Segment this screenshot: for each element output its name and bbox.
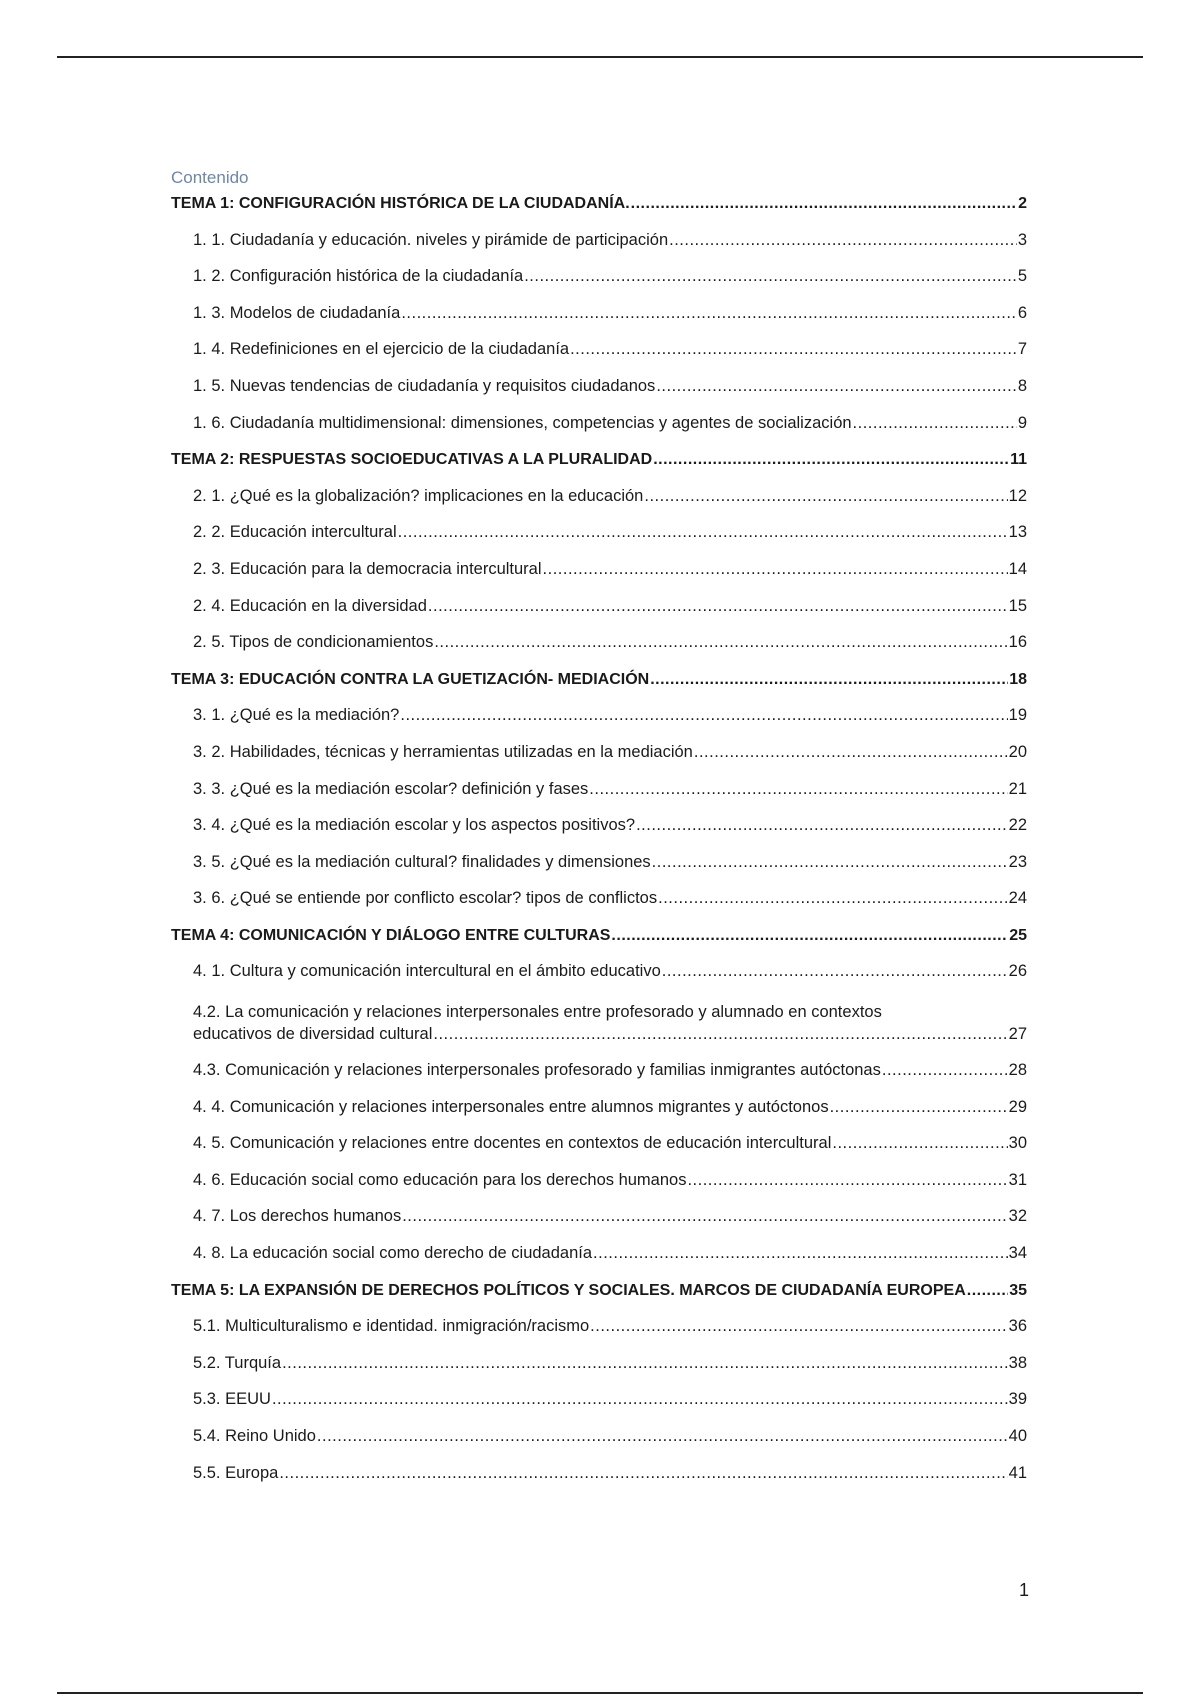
toc-entry-section[interactable] bbox=[171, 487, 1027, 524]
dot-leader bbox=[644, 487, 1007, 506]
toc-entry-page-number: 41 bbox=[1008, 1463, 1027, 1482]
toc-entry-section[interactable] bbox=[171, 523, 1027, 560]
toc-entry-page-number: 40 bbox=[1008, 1427, 1027, 1445]
toc-entry-page-number: 12 bbox=[1008, 486, 1027, 505]
toc-entry-tema[interactable] bbox=[171, 670, 1027, 707]
toc-entry-section[interactable] bbox=[171, 1134, 1027, 1171]
toc-entry-section[interactable] bbox=[171, 816, 1027, 853]
toc-entry-label: TEMA 4: COMUNICACIÓN Y DIÁLOGO ENTRE CULTURAS bbox=[171, 926, 611, 944]
footer-rule bbox=[57, 1692, 1143, 1694]
dot-leader bbox=[570, 340, 1017, 359]
toc-entry-label: TEMA 5: LA EXPANSIÓN DE DERECHOS POLÍTICOS Y SOCIALES. MARCOS DE CIUDADANÍA EUROPEA bbox=[171, 1281, 966, 1299]
toc-entry-page-number: 19 bbox=[1008, 706, 1027, 725]
toc-entry-label: 4. 8. La educación social como derecho de ciudadanía bbox=[193, 1244, 593, 1263]
toc-entry-label-line1: 4.2. La comunicación y relaciones interpersonales entre profesorado y alumnado en contextos bbox=[193, 1003, 882, 1022]
toc-entry-page-number: 27 bbox=[1008, 1025, 1027, 1044]
toc-entry-section[interactable] bbox=[171, 633, 1027, 670]
toc-entry-label: 2. 1. ¿Qué es la globalización? implicaciones en la educación bbox=[193, 486, 644, 505]
toc-entry-page-number: 16 bbox=[1008, 633, 1027, 652]
toc-entry-label: 4. 5. Comunicación y relaciones entre docentes en contextos de educación intercultural bbox=[193, 1134, 832, 1153]
toc-entry-label: 3. 2. Habilidades, técnicas y herramientas utilizadas en la mediación bbox=[193, 742, 693, 761]
toc-entry-tema[interactable] bbox=[171, 1281, 1027, 1318]
toc-entry-label: 1. 1. Ciudadanía y educación. niveles y pirámide de participación bbox=[193, 230, 669, 249]
toc-entry-label: 5.5. Europa bbox=[193, 1463, 279, 1482]
dot-leader bbox=[882, 1061, 1008, 1080]
toc-entry-label: 2. 2. Educación intercultural bbox=[193, 523, 397, 542]
toc-entry-page-number: 20 bbox=[1008, 742, 1027, 761]
dot-leader bbox=[401, 304, 1016, 323]
dot-leader bbox=[650, 670, 1008, 689]
toc-entry-page-number: 8 bbox=[1017, 376, 1027, 395]
toc-entry-page-number: 21 bbox=[1008, 779, 1027, 798]
toc-entry-page-number: 6 bbox=[1017, 303, 1027, 322]
toc-entry-section[interactable] bbox=[171, 340, 1027, 377]
header-rule bbox=[57, 56, 1143, 58]
dot-leader bbox=[658, 889, 1008, 908]
toc-entry-section[interactable] bbox=[171, 889, 1027, 926]
dot-leader bbox=[830, 1098, 1008, 1117]
toc-entry-page-number: 3 bbox=[1017, 230, 1027, 249]
toc-entry-label: TEMA 3: EDUCACIÓN CONTRA LA GUETIZACIÓN- MEDIACIÓN bbox=[171, 670, 650, 688]
dot-leader bbox=[398, 523, 1008, 542]
toc-entry-section[interactable] bbox=[171, 1427, 1027, 1464]
toc-entry-label: 4. 1. Cultura y comunicación intercultural en el ámbito educativo bbox=[193, 962, 661, 981]
toc-entry-label: 2. 5. Tipos de condicionamientos bbox=[193, 633, 434, 652]
toc-entry-page-number: 13 bbox=[1008, 523, 1027, 542]
dot-leader bbox=[669, 231, 1017, 250]
dot-leader bbox=[400, 706, 1007, 725]
toc-entry-label: 5.4. Reino Unido bbox=[193, 1427, 316, 1445]
toc-entry-section[interactable] bbox=[171, 267, 1027, 304]
dot-leader bbox=[967, 1281, 1008, 1300]
toc-entry-section[interactable] bbox=[171, 1354, 1027, 1391]
toc-entry-section[interactable] bbox=[171, 962, 1027, 999]
toc-entry-page-number: 36 bbox=[1008, 1317, 1027, 1336]
toc-entry-section[interactable] bbox=[171, 1317, 1027, 1354]
dot-leader bbox=[652, 853, 1008, 872]
toc-entry-label: 4.3. Comunicación y relaciones interpersonales profesorado y familias inmigrantes autóctonas bbox=[193, 1061, 881, 1080]
toc-entry-section[interactable] bbox=[171, 999, 1027, 1061]
toc-entry-label: 1. 5. Nuevas tendencias de ciudadanía y requisitos ciudadanos bbox=[193, 376, 656, 395]
toc-entry-page-number: 32 bbox=[1008, 1207, 1027, 1226]
dot-leader bbox=[687, 1171, 1007, 1190]
toc-entry-page-number: 2 bbox=[1018, 195, 1027, 212]
toc-entry-label: 3. 1. ¿Qué es la mediación? bbox=[193, 706, 400, 725]
toc-entry-section[interactable] bbox=[171, 414, 1027, 451]
toc-entry-page-number: 9 bbox=[1017, 413, 1027, 432]
toc-entry-label: 2. 4. Educación en la diversidad bbox=[193, 596, 427, 615]
toc-entry-label: 5.3. EEUU bbox=[193, 1390, 271, 1409]
toc-entry-page-number: 34 bbox=[1008, 1244, 1027, 1263]
dot-leader bbox=[524, 267, 1017, 286]
toc-entry-tema[interactable] bbox=[171, 926, 1027, 963]
toc-entry-label: 1. 6. Ciudadanía multidimensional: dimensiones, competencias y agentes de socialización bbox=[193, 413, 852, 432]
toc-entry-page-number: 23 bbox=[1008, 852, 1027, 871]
toc-entry-label: 5.1. Multiculturalismo e identidad. inmigración/racismo bbox=[193, 1317, 590, 1336]
toc-entry-label: 4. 7. Los derechos humanos bbox=[193, 1207, 402, 1226]
toc-entry-page-number: 29 bbox=[1008, 1097, 1027, 1116]
dot-leader bbox=[593, 1244, 1008, 1263]
dot-leader bbox=[590, 1317, 1007, 1336]
toc-entry-section[interactable] bbox=[171, 1244, 1027, 1281]
toc-entry-page-number: 31 bbox=[1008, 1170, 1027, 1189]
toc-entry-page-number: 39 bbox=[1008, 1390, 1027, 1409]
toc-entry-tema[interactable] bbox=[171, 450, 1027, 487]
toc-entry-page-number: 18 bbox=[1009, 670, 1027, 688]
toc-entry-page-number: 35 bbox=[1009, 1281, 1027, 1299]
dot-leader bbox=[694, 743, 1008, 762]
dot-leader bbox=[662, 962, 1008, 981]
dot-leader bbox=[272, 1390, 1008, 1409]
toc-entry-label: 3. 6. ¿Qué se entiende por conflicto escolar? tipos de conflictos bbox=[193, 889, 658, 908]
toc-entry-section[interactable] bbox=[171, 1464, 1027, 1501]
toc-entry-page-number: 28 bbox=[1008, 1061, 1027, 1080]
toc-entry-section[interactable] bbox=[171, 1171, 1027, 1208]
dot-leader bbox=[589, 780, 1007, 799]
dot-leader bbox=[611, 926, 1008, 945]
toc-entry-label: 4. 6. Educación social como educación para los derechos humanos bbox=[193, 1170, 687, 1189]
toc-title: Contenido bbox=[171, 168, 249, 187]
toc-entry-page-number: 26 bbox=[1008, 962, 1027, 981]
dot-leader bbox=[434, 633, 1007, 652]
toc-entry-tema[interactable] bbox=[171, 194, 1027, 231]
table-of-contents bbox=[171, 194, 1027, 1500]
toc-entry-page-number: 5 bbox=[1017, 267, 1027, 286]
toc-entry-label: 3. 3. ¿Qué es la mediación escolar? definición y fases bbox=[193, 779, 589, 798]
toc-entry-label: 2. 3. Educación para la democracia intercultural bbox=[193, 559, 542, 578]
toc-entry-page-number: 11 bbox=[1010, 451, 1027, 469]
toc-entry-page-number: 14 bbox=[1008, 559, 1027, 578]
toc-entry-page-number: 7 bbox=[1017, 340, 1027, 359]
toc-entry-section[interactable] bbox=[171, 1390, 1027, 1427]
toc-entry-label: 4. 4. Comunicación y relaciones interpersonales entre alumnos migrantes y autóctonos bbox=[193, 1097, 829, 1116]
toc-entry-section[interactable] bbox=[171, 1061, 1027, 1098]
toc-entry-section[interactable] bbox=[171, 1098, 1027, 1135]
toc-entry-label: TEMA 2: RESPUESTAS SOCIOEDUCATIVAS A LA PLURALIDAD bbox=[171, 451, 653, 469]
toc-entry-section[interactable] bbox=[171, 560, 1027, 597]
toc-entry-page-number: 24 bbox=[1008, 889, 1027, 908]
dot-leader bbox=[317, 1427, 1008, 1446]
toc-entry-section[interactable] bbox=[171, 1207, 1027, 1244]
dot-leader bbox=[279, 1464, 1007, 1483]
toc-entry-section[interactable] bbox=[171, 377, 1027, 414]
toc-entry-page-number: 30 bbox=[1008, 1134, 1027, 1153]
toc-entry-page-number: 22 bbox=[1008, 816, 1027, 835]
dot-leader bbox=[653, 450, 1009, 469]
dot-leader bbox=[853, 414, 1017, 433]
toc-entry-label: 3. 4. ¿Qué es la mediación escolar y los aspectos positivos? bbox=[193, 816, 636, 835]
dot-leader bbox=[428, 597, 1008, 616]
dot-leader bbox=[402, 1207, 1007, 1226]
toc-entry-section[interactable] bbox=[171, 853, 1027, 890]
toc-entry-section[interactable] bbox=[171, 743, 1027, 780]
toc-entry-label: 5.2. Turquía bbox=[193, 1353, 282, 1372]
toc-entry-page-number: 25 bbox=[1009, 926, 1027, 944]
dot-leader bbox=[832, 1134, 1007, 1153]
toc-entry-section[interactable] bbox=[171, 706, 1027, 743]
dot-leader bbox=[543, 560, 1008, 579]
toc-entry-label: educativos de diversidad cultural bbox=[193, 1025, 433, 1044]
toc-entry-page-number: 15 bbox=[1008, 596, 1027, 615]
toc-entry-section[interactable] bbox=[171, 597, 1027, 634]
toc-entry-label: 1. 3. Modelos de ciudadanía bbox=[193, 303, 401, 322]
toc-entry-label: TEMA 1: CONFIGURACIÓN HISTÓRICA DE LA CIUDADANÍA. bbox=[171, 195, 630, 212]
toc-entry-page-number: 38 bbox=[1008, 1353, 1027, 1372]
toc-entry-section[interactable] bbox=[171, 304, 1027, 341]
toc-entry-label: 3. 5. ¿Qué es la mediación cultural? finalidades y dimensiones bbox=[193, 852, 651, 871]
dot-leader bbox=[433, 1025, 1007, 1044]
page-number: 1 bbox=[1019, 1580, 1030, 1600]
toc-entry-label: 1. 2. Configuración histórica de la ciudadanía bbox=[193, 267, 524, 286]
dot-leader bbox=[656, 377, 1017, 396]
toc-entry-label: 1. 4. Redefiniciones en el ejercicio de la ciudadanía bbox=[193, 340, 570, 359]
toc-entry-section[interactable] bbox=[171, 780, 1027, 817]
dot-leader bbox=[282, 1354, 1008, 1373]
toc-entry-section[interactable] bbox=[171, 231, 1027, 268]
dot-leader bbox=[631, 194, 1017, 213]
dot-leader bbox=[636, 816, 1008, 835]
